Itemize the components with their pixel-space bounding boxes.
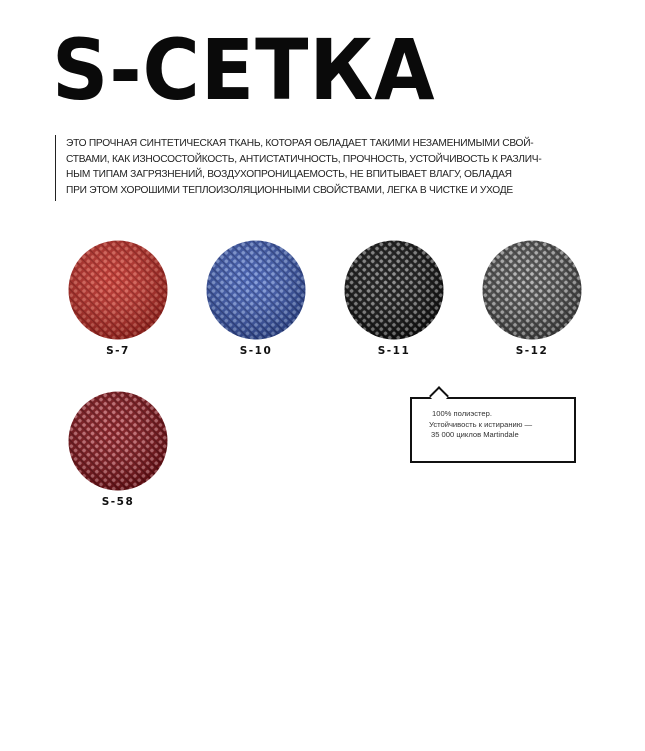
swatch-s12 <box>482 240 582 340</box>
swatch-s58 <box>68 391 168 491</box>
description-bar <box>55 135 56 201</box>
swatch-s11 <box>344 240 444 340</box>
mesh-texture <box>206 240 306 340</box>
callout-material: 100% полиэстер. <box>432 409 492 418</box>
swatch-label-s58: S-58 <box>101 496 135 508</box>
description-line: СТВАМИ, КАК ИЗНОСОСТОЙКОСТЬ, АНТИСТАТИЧНОСТЬ, ПРОЧНОСТЬ, УСТОЙЧИВОСТЬ К РАЗЛИЧ- <box>66 153 542 165</box>
mesh-texture <box>344 240 444 340</box>
swatch-s7 <box>68 240 168 340</box>
description-line: НЫМ ТИПАМ ЗАГРЯЗНЕНИЙ, ВОЗДУХОПРОНИЦАЕМОСТЬ, НЕ ВПИТЫВАЕТ ВЛАГУ, ОБЛАДАЯ <box>66 169 512 181</box>
description-line: ПРИ ЭТОМ ХОРОШИМИ ТЕПЛОИЗОЛЯЦИОННЫМИ СВОЙСТВАМИ, ЛЕГКА В ЧИСТКЕ И УХОДЕ <box>66 184 513 196</box>
mesh-texture <box>68 391 168 491</box>
swatch-label-s10: S-10 <box>239 345 273 357</box>
swatch-label-s7: S-7 <box>106 345 130 357</box>
callout-cycles: 35 000 циклов Martindale <box>431 430 519 440</box>
description <box>66 136 546 198</box>
description-line: ЭТО ПРОЧНАЯ СИНТЕТИЧЕСКАЯ ТКАНЬ, КОТОРАЯ ОБЛАДАЕТ ТАКИМИ НЕЗАМЕНИМЫМИ СВОЙ- <box>66 138 534 149</box>
mesh-texture <box>482 240 582 340</box>
callout-abrasion: Устойчивость к истиранию — <box>429 419 533 429</box>
callout-text <box>429 409 569 441</box>
swatch-label-s11: S-11 <box>377 345 411 357</box>
page-title: S-СЕТКА <box>52 21 436 119</box>
swatch-s10 <box>206 240 306 340</box>
mesh-texture <box>68 240 168 340</box>
swatch-label-s12: S-12 <box>515 345 549 357</box>
